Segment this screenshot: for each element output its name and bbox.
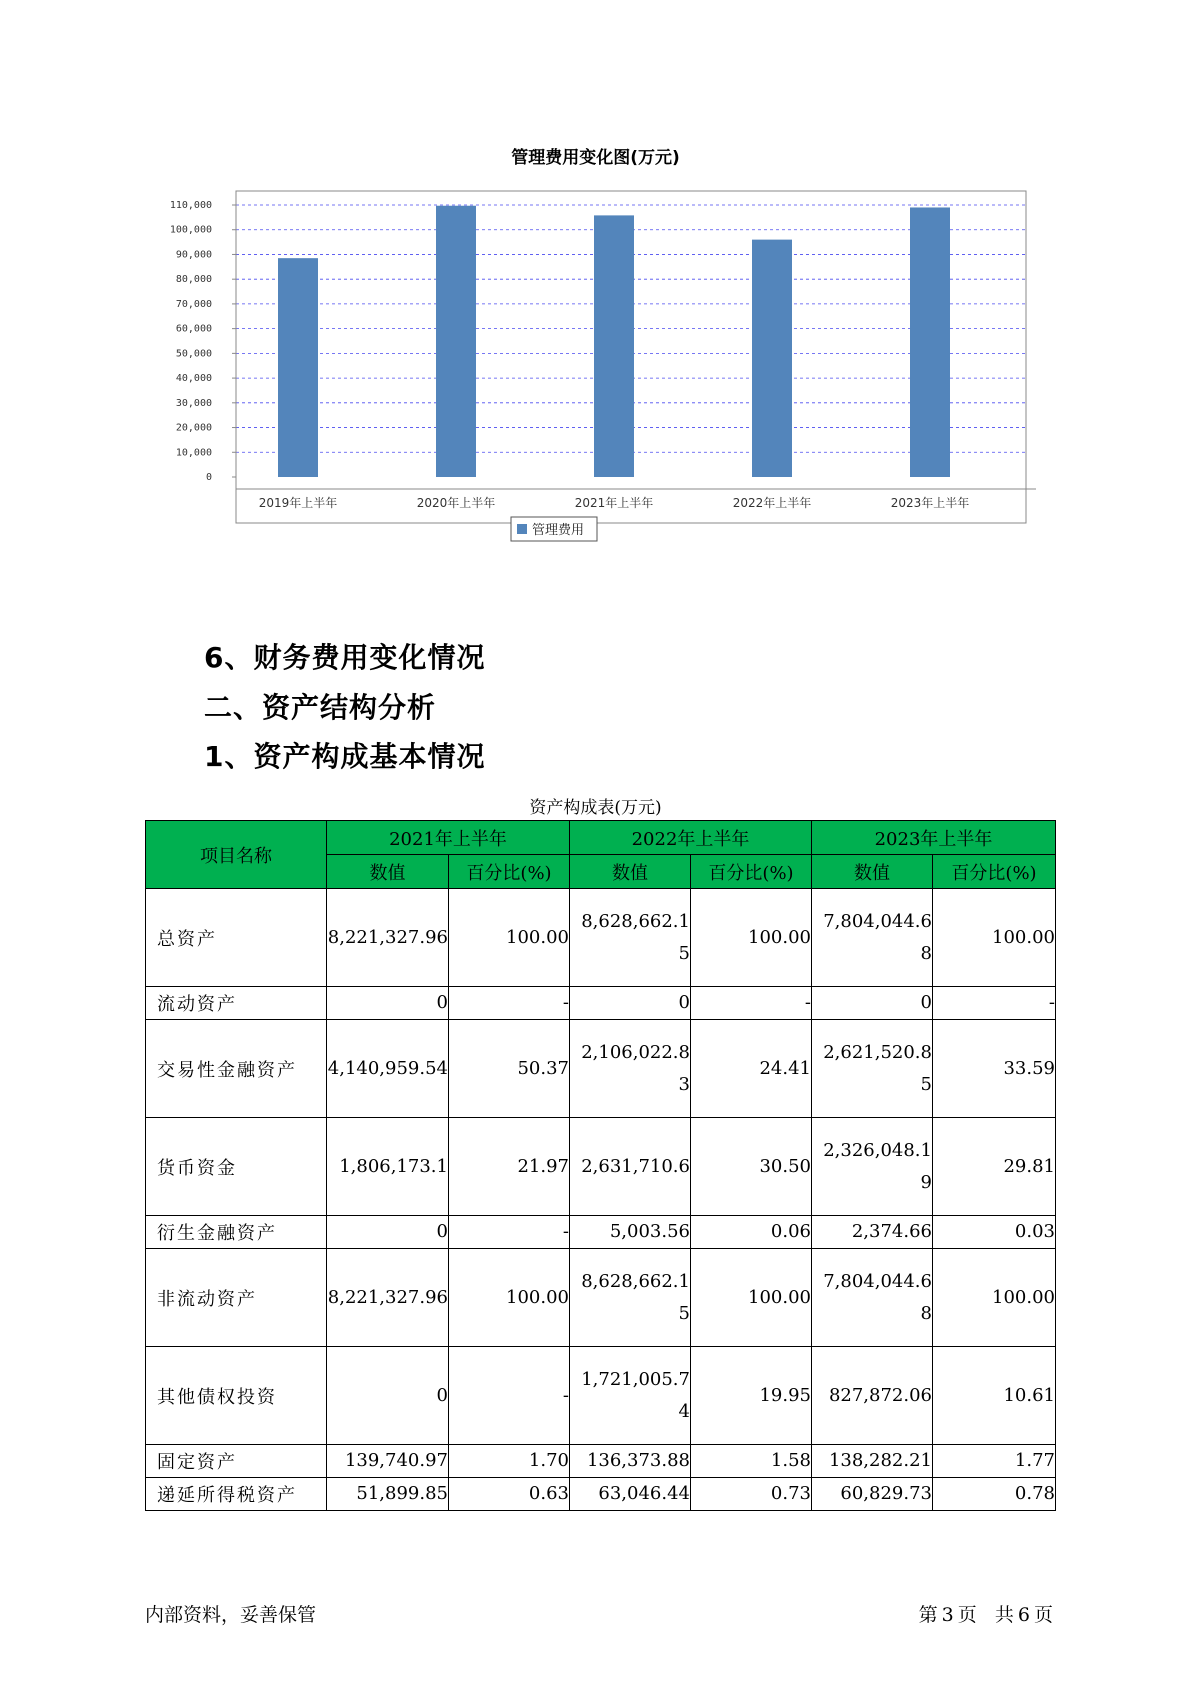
bar-2 — [594, 215, 634, 477]
x-tick-label: 2019年上半年 — [258, 496, 338, 510]
percent-cell: 0.06 — [691, 1216, 812, 1249]
value-cell: 5,003.56 — [570, 1216, 691, 1249]
value-cell: 0 — [327, 1216, 449, 1249]
bar-1 — [436, 206, 476, 477]
row-label: 货币资金 — [146, 1118, 327, 1216]
percent-cell: 100.00 — [933, 1249, 1056, 1347]
value-cell: 2,374.66 — [812, 1216, 933, 1249]
value-cell: 51,899.85 — [327, 1478, 449, 1511]
chart-legend — [511, 517, 597, 541]
y-tick-label: 60,000 — [175, 323, 212, 335]
percent-cell: 100.00 — [933, 889, 1056, 987]
percent-cell: 33.59 — [933, 1020, 1056, 1118]
table-row — [146, 1249, 1056, 1347]
value-cell: 8,221,327.96 — [327, 1249, 449, 1347]
percent-cell: 29.81 — [933, 1118, 1056, 1216]
percent-cell: 100.00 — [691, 1249, 812, 1347]
y-tick-label: 100,000 — [169, 224, 212, 236]
percent-cell: - — [449, 1347, 570, 1445]
header-value: 数值 — [570, 855, 691, 889]
y-tick-label: 80,000 — [175, 274, 212, 286]
table-row — [146, 1216, 1056, 1249]
heading-financial-expense: 6、财务费用变化情况 — [204, 641, 486, 674]
percent-cell: 24.41 — [691, 1020, 812, 1118]
value-cell: 7,804,044.68 — [812, 889, 933, 987]
percent-cell: - — [449, 987, 570, 1020]
percent-cell: 21.97 — [449, 1118, 570, 1216]
chart-title: 管理费用变化图(万元) — [511, 148, 680, 168]
percent-cell: 10.61 — [933, 1347, 1056, 1445]
row-label: 交易性金融资产 — [146, 1020, 327, 1118]
y-tick-label: 110,000 — [169, 200, 212, 211]
percent-cell: 0.73 — [691, 1478, 812, 1511]
value-cell: 8,628,662.15 — [570, 889, 691, 987]
x-axis-ticks — [236, 489, 1036, 510]
header-year-2021: 2021年上半年 — [327, 821, 570, 855]
value-cell: 827,872.06 — [812, 1347, 933, 1445]
header-year-2022: 2022年上半年 — [570, 821, 812, 855]
heading-asset-composition: 1、资产构成基本情况 — [204, 740, 486, 773]
row-label: 总资产 — [146, 889, 327, 987]
y-tick-label: 40,000 — [175, 373, 212, 385]
bar-3 — [752, 240, 792, 477]
x-tick-label: 2021年上半年 — [574, 496, 654, 510]
value-cell: 2,326,048.19 — [812, 1118, 933, 1216]
percent-cell: 0.78 — [933, 1478, 1056, 1511]
table-row — [146, 889, 1056, 987]
value-cell: 0 — [327, 1347, 449, 1445]
table-row — [146, 1445, 1056, 1478]
row-label: 其他债权投资 — [146, 1347, 327, 1445]
footer-page-number: 第 3 页 共 6 页 — [918, 1604, 1053, 1626]
percent-cell: 1.70 — [449, 1445, 570, 1478]
value-cell: 7,804,044.68 — [812, 1249, 933, 1347]
value-cell: 0 — [570, 987, 691, 1020]
y-tick-label: 10,000 — [175, 447, 212, 459]
y-tick-label: 90,000 — [175, 249, 212, 261]
y-tick-label: 20,000 — [175, 422, 212, 434]
row-label: 非流动资产 — [146, 1249, 327, 1347]
table-caption: 资产构成表(万元) — [529, 798, 662, 818]
table-row — [146, 1478, 1056, 1511]
chart-bars — [278, 206, 950, 477]
x-tick-label: 2020年上半年 — [416, 496, 496, 510]
value-cell: 1,806,173.1 — [327, 1118, 449, 1216]
bar-0 — [278, 258, 318, 477]
value-cell: 138,282.21 — [812, 1445, 933, 1478]
row-label: 流动资产 — [146, 987, 327, 1020]
percent-cell: - — [691, 987, 812, 1020]
header-item-name: 项目名称 — [146, 821, 327, 889]
value-cell: 0 — [327, 987, 449, 1020]
value-cell: 0 — [812, 987, 933, 1020]
percent-cell: 30.50 — [691, 1118, 812, 1216]
row-label: 递延所得税资产 — [146, 1478, 327, 1511]
bar-chart — [160, 180, 1060, 610]
legend-label: 管理费用 — [532, 523, 585, 538]
y-tick-label: 0 — [205, 472, 212, 483]
value-cell: 1,721,005.74 — [570, 1347, 691, 1445]
value-cell: 2,621,520.85 — [812, 1020, 933, 1118]
percent-cell: - — [449, 1216, 570, 1249]
header-percent: 百分比(%) — [449, 855, 570, 889]
value-cell: 2,106,022.83 — [570, 1020, 691, 1118]
row-label: 衍生金融资产 — [146, 1216, 327, 1249]
value-cell: 63,046.44 — [570, 1478, 691, 1511]
y-tick-label: 50,000 — [175, 348, 212, 360]
table-row — [146, 1347, 1056, 1445]
value-cell: 8,221,327.96 — [327, 889, 449, 987]
percent-cell: 100.00 — [691, 889, 812, 987]
table-row — [146, 1020, 1056, 1118]
table-row — [146, 1118, 1056, 1216]
header-percent: 百分比(%) — [691, 855, 812, 889]
header-value: 数值 — [327, 855, 449, 889]
percent-cell: 100.00 — [449, 1249, 570, 1347]
percent-cell: 0.03 — [933, 1216, 1056, 1249]
percent-cell: 50.37 — [449, 1020, 570, 1118]
value-cell: 4,140,959.54 — [327, 1020, 449, 1118]
percent-cell: 100.00 — [449, 889, 570, 987]
row-label: 固定资产 — [146, 1445, 327, 1478]
footer-confidential: 内部资料，妥善保管 — [145, 1604, 317, 1626]
x-tick-label: 2023年上半年 — [890, 496, 970, 510]
y-tick-label: 30,000 — [175, 397, 212, 409]
percent-cell: 1.77 — [933, 1445, 1056, 1478]
y-tick-label: 70,000 — [175, 298, 212, 310]
heading-asset-structure: 二、资产结构分析 — [204, 691, 437, 724]
value-cell: 60,829.73 — [812, 1478, 933, 1511]
percent-cell: 19.95 — [691, 1347, 812, 1445]
percent-cell: - — [933, 987, 1056, 1020]
bar-4 — [910, 207, 950, 477]
value-cell: 139,740.97 — [327, 1445, 449, 1478]
value-cell: 136,373.88 — [570, 1445, 691, 1478]
header-percent: 百分比(%) — [933, 855, 1056, 889]
table-row — [146, 987, 1056, 1020]
header-year-2023: 2023年上半年 — [812, 821, 1056, 855]
y-axis-ticks — [170, 200, 236, 483]
legend-swatch — [517, 524, 527, 534]
value-cell: 8,628,662.15 — [570, 1249, 691, 1347]
percent-cell: 1.58 — [691, 1445, 812, 1478]
header-value: 数值 — [812, 855, 933, 889]
asset-composition-table — [145, 820, 1056, 1511]
x-tick-label: 2022年上半年 — [732, 496, 812, 510]
percent-cell: 0.63 — [449, 1478, 570, 1511]
value-cell: 2,631,710.6 — [570, 1118, 691, 1216]
